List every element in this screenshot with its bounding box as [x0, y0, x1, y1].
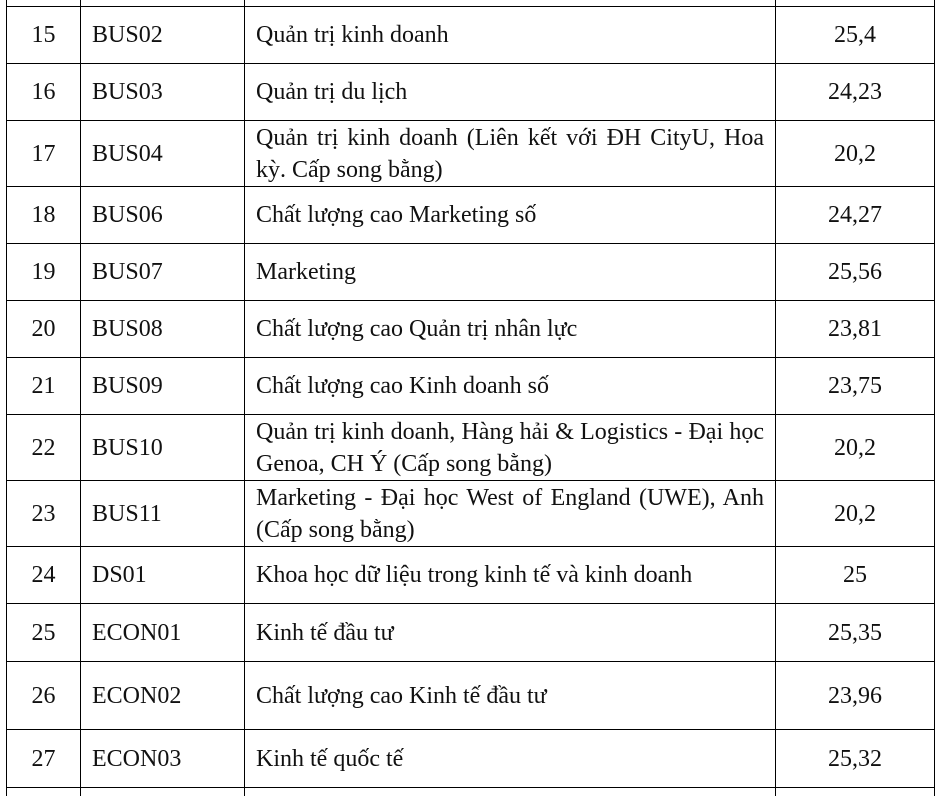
program-name: Marketing: [245, 244, 776, 301]
table-row: [7, 301, 935, 358]
row-number: 27: [7, 730, 81, 788]
program-code: ECON01: [81, 604, 245, 662]
admission-score: 23,81: [776, 301, 935, 358]
table-row: [7, 244, 935, 301]
admission-score: 25: [776, 547, 935, 604]
row-number: 21: [7, 358, 81, 415]
admission-score: 24,23: [776, 64, 935, 121]
table-row: [7, 415, 935, 481]
program-code: BUS07: [81, 244, 245, 301]
admission-score: 25,4: [776, 7, 935, 64]
table-row-partial-bottom: [7, 788, 935, 796]
program-code: BUS10: [81, 415, 245, 481]
row-number: 15: [7, 7, 81, 64]
program-name: Quản trị du lịch: [245, 64, 776, 121]
program-code: ECON03: [81, 730, 245, 788]
table-row: [7, 730, 935, 788]
admission-score: 23,75: [776, 358, 935, 415]
program-code: BUS04: [81, 121, 245, 187]
program-name: Quản trị kinh doanh: [245, 7, 776, 64]
table-row: [7, 604, 935, 662]
program-code: BUS11: [81, 481, 245, 547]
table-cell-empty: [7, 788, 81, 796]
table-row: [7, 481, 935, 547]
program-name: Chất lượng cao Quản trị nhân lực: [245, 301, 776, 358]
program-code: BUS03: [81, 64, 245, 121]
row-number: 23: [7, 481, 81, 547]
table-row: [7, 547, 935, 604]
admission-score: 25,35: [776, 604, 935, 662]
program-name: Marketing - Đại học West of England (UWE), Anh (Cấp song bằng): [245, 481, 776, 547]
row-number: 25: [7, 604, 81, 662]
table-row: [7, 358, 935, 415]
program-name: Quản trị kinh doanh, Hàng hải & Logistics - Đại học Genoa, CH Ý (Cấp song bằng): [245, 415, 776, 481]
admission-score: 20,2: [776, 415, 935, 481]
row-number: 18: [7, 187, 81, 244]
program-code: BUS06: [81, 187, 245, 244]
table-cell-empty: [245, 788, 776, 796]
admission-score-table: [6, 0, 935, 796]
table-row: [7, 187, 935, 244]
program-code: BUS02: [81, 7, 245, 64]
admission-score: 20,2: [776, 481, 935, 547]
program-name: Khoa học dữ liệu trong kinh tế và kinh doanh: [245, 547, 776, 604]
admission-score: 25,56: [776, 244, 935, 301]
admission-score: 23,96: [776, 662, 935, 730]
row-number: 26: [7, 662, 81, 730]
program-code: DS01: [81, 547, 245, 604]
program-name: Quản trị kinh doanh (Liên kết với ĐH CityU, Hoa kỳ. Cấp song bằng): [245, 121, 776, 187]
program-name: Chất lượng cao Kinh doanh số: [245, 358, 776, 415]
program-name: Chất lượng cao Marketing số: [245, 187, 776, 244]
row-number: 19: [7, 244, 81, 301]
table-row: [7, 662, 935, 730]
row-number: 24: [7, 547, 81, 604]
admission-score: 20,2: [776, 121, 935, 187]
row-number: 20: [7, 301, 81, 358]
table-row: [7, 121, 935, 187]
program-code: ECON02: [81, 662, 245, 730]
program-name: Chất lượng cao Kinh tế đầu tư: [245, 662, 776, 730]
table-row: [7, 7, 935, 64]
program-name: Kinh tế quốc tế: [245, 730, 776, 788]
program-code: BUS09: [81, 358, 245, 415]
admission-score: 25,32: [776, 730, 935, 788]
table-cell-empty: [81, 788, 245, 796]
program-code: BUS08: [81, 301, 245, 358]
row-number: 17: [7, 121, 81, 187]
row-number: 22: [7, 415, 81, 481]
admission-score: 24,27: [776, 187, 935, 244]
table-cell-empty: [776, 788, 935, 796]
table-row: [7, 64, 935, 121]
row-number: 16: [7, 64, 81, 121]
program-name: Kinh tế đầu tư: [245, 604, 776, 662]
